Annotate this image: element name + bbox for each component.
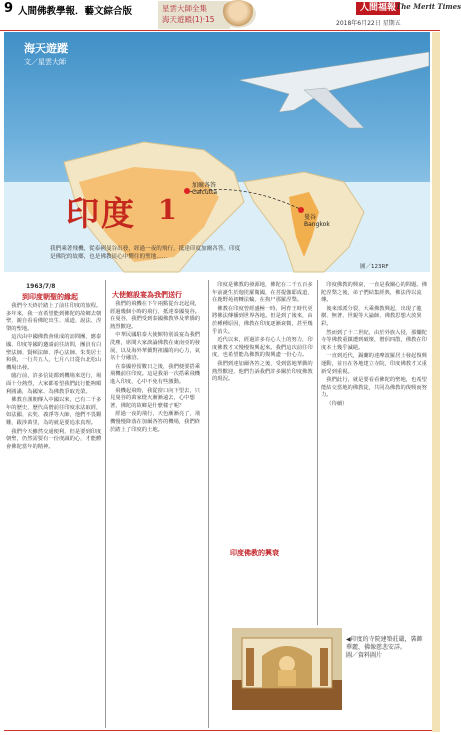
article-part-number: 1 [158, 195, 177, 226]
article-column-4 [321, 282, 429, 622]
subhead-1: 到印度朝聖的緣起 [22, 293, 78, 301]
hero-image [4, 32, 430, 272]
paragraph: 我們的飛機在下午兩點從台北起飛，經過幾個小時的飛行，抵達泰國曼谷。在曼谷，我們受到泰國佛教界及華僑的熱烈歡迎。 [110, 301, 201, 330]
article-column-1 [6, 303, 102, 727]
city-calcutta-label: 加爾各答 [192, 182, 217, 189]
paragraph: 臨行前，許多信徒都到機場來送行，場面十分熱烈，大家都希望我們此行能夠順利圓滿，為國家、為佛教爭取光榮。 [6, 373, 102, 395]
paragraph: 飛機起飛時，我從窗口向下望去，只見曼谷的萬家燈火漸漸遠去，心中想著，佛陀的故鄉是什麼樣子呢？ [110, 387, 201, 409]
paragraph: 中華民國駐泰大使館特別設宴為我們洗塵，席間大家談論佛教在東南亞的發展，以及海外華僑對祖國的向心力，氣氛十分融洽。 [110, 332, 201, 362]
series-line-1: 星雲大師全集 [162, 4, 207, 13]
paragraph: 一直到近代，錫蘭的達摩波羅居士發起復興運動，並且在各地建立寺院，印度佛教才又重新受到重視。 [321, 353, 427, 375]
city-bangkok-en: Bangkok [304, 221, 330, 228]
intro-paragraph: 我們乘著飛機，從泰國曼谷出發，經過一夜的飛行，抵達印度加爾各答。印度是佛陀的故鄉，也是佛教徒心中嚮往的聖地…… [50, 246, 241, 260]
paragraph: 經過一夜的飛行，天色漸漸亮了，飛機慢慢降落在加爾各答的機場，我們終於踏上了印度的土地。 [110, 411, 201, 433]
temple-photo [232, 628, 342, 710]
photo-credit: 圖／123RF [360, 264, 389, 270]
header-rule [0, 30, 440, 31]
subhead-2: 大使館設宴為我們送行 [112, 291, 182, 299]
subhead-4: 印度佛教的興衰 [230, 549, 279, 557]
photo-caption [346, 636, 426, 660]
photo-caption-credit: 圖／資料圖片 [346, 652, 383, 659]
photo-caption-text: ◀印度的寺院建築莊嚴，裝飾華麗，佛像慈悲安詳。 [346, 636, 423, 651]
paragraph: 我們今天雖然交通便利，但是要到印度朝聖，仍然需要有一份虔誠的心，才能體會佛陀當年的精神。 [6, 428, 102, 450]
article-column-3 [212, 282, 314, 622]
asia-map [4, 32, 430, 272]
page-number: 9 [4, 1, 14, 16]
series-line-2: 海天遊蹤(1)‧15 [162, 15, 215, 24]
author-byline: 文／星雲大師 [24, 58, 66, 66]
paragraph: 這次由中國佛教會組成的訪問團，應泰國、印度等國的邀請前往訪問，團員有白聖法師、賢頓法師、淨心法師、朱斐居士和我，一行共五人，七月八日從台北松山機場出發。 [6, 334, 102, 371]
page-header [0, 0, 461, 30]
paragraph: （待續） [326, 400, 348, 407]
paragraph: 印度是佛教的發源地，佛陀在二千五百多年前誕生於迦毘羅衛國，在菩提伽耶成道，在鹿野苑初轉法輪，在拘尸那羅涅槃。 [212, 282, 313, 304]
column-label [24, 40, 68, 67]
column-divider [208, 280, 209, 728]
paragraph: 在泰國停留數日之後，我們便要搭乘飛機前往印度。這是我第一次搭乘飛機進入印度，心中不免有些激動。 [110, 363, 201, 385]
newspaper-logo: 人間福報 [356, 2, 400, 15]
publication-date: 2018年6月22日 星期五 [336, 20, 401, 27]
column-title: 海天遊蹤 [24, 42, 68, 55]
date-tag: 1963/7/8 [26, 283, 56, 290]
section-title: 人間佛教學報．藝文綜合版 [18, 6, 133, 17]
footer-rule [4, 730, 432, 731]
city-bangkok-label: 曼谷 [304, 214, 317, 221]
buddha-portrait [220, 0, 256, 28]
newspaper-logo-en: The Merit Times [396, 2, 461, 11]
paragraph: 近代以來，經過許多有心人士的努力，印度佛教才又慢慢復興起來。我們這次前往印度，也希望能為佛教的復興盡一份心力。 [212, 337, 313, 359]
column-divider [317, 280, 318, 625]
article-title: 印度 [66, 194, 136, 233]
series-title [162, 3, 215, 25]
paragraph: 後來部派分裂，大乘佛教興起，出現了龍樹、無著、世親等大論師，佛教思想大放異彩。 [321, 305, 422, 327]
paragraph: 然而到了十二世紀，由於外族入侵，那爛陀寺等佛教重鎮遭到破壞，僧侶四散，佛教在印度本土幾乎滅絕。 [321, 329, 427, 351]
city-bangkok [304, 214, 330, 228]
calcutta-marker-icon [184, 188, 190, 194]
city-calcutta [192, 182, 217, 196]
column-divider [105, 280, 106, 728]
city-calcutta-en: Calcutta [192, 189, 218, 196]
paragraph: 我們今天終於踏上了前往印度的旅程。多年來，我一直希望能到佛陀的故鄉去朝聖，親自看看佛陀出生、成道、說法、涅槃的聖地。 [6, 303, 102, 332]
paragraph: 佛教自漢朝傳入中國以來，已有二千多年的歷史，歷代高僧前往印度求法取經，如法顯、玄奘、義淨等大師，他們不畏艱難，跋涉萬里，為的就是要追求真理。 [6, 397, 102, 426]
page-edge-strip [432, 32, 440, 732]
paragraph: 印度佛教的興衰，一直是我關心的問題。佛陀涅槃之後，弟子們結集經典，佛法得以流傳。 [321, 282, 427, 304]
paragraph: 我們到達加爾各答之後，受到當地華僑的熱烈歡迎，他們告訴我們許多關於印度佛教的現況。 [212, 360, 313, 383]
paragraph: 我們此行，就是要看看佛陀的聖地，也希望能結交當地的佛教徒，共同為佛教的復興而努力。 [321, 377, 427, 399]
article-column-2 [110, 301, 205, 727]
bangkok-marker-icon [298, 207, 304, 213]
paragraph: 佛教在印度曾經盛極一時，阿育王時代更將佛法傳播到世界各地。但是到了後來，由於種種原因，佛教在印度逐漸衰微，甚至幾乎消失。 [212, 305, 313, 335]
